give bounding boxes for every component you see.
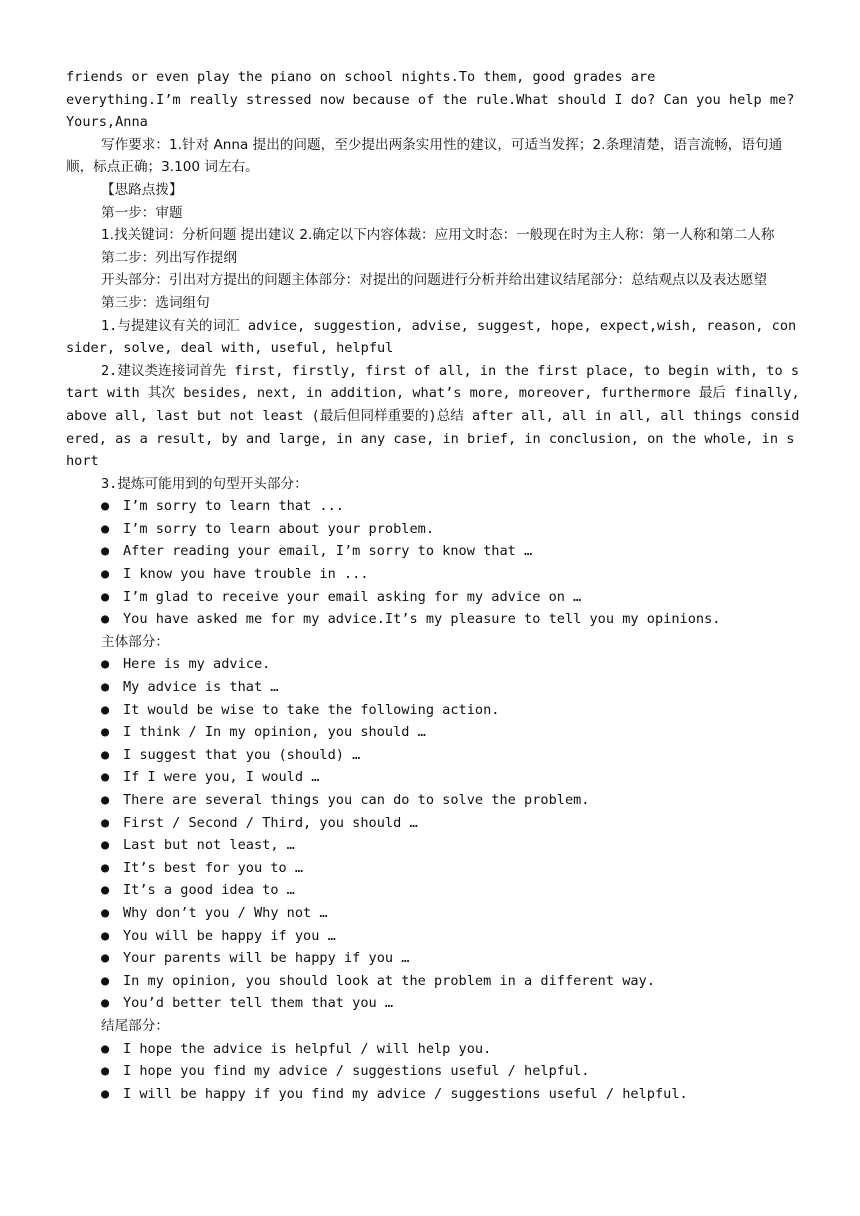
list-item: ● I hope you find my advice / suggestions useful / helpful. [66,1060,800,1083]
body-list [66,653,800,1015]
bullet-icon: ● [101,656,110,673]
bullet-icon: ● [101,498,110,515]
bullet-icon: ● [101,927,110,944]
bullet-icon: ● [101,611,110,628]
step3-vocab: 1.与提建议有关的词汇 advice, suggestion, advise, suggest, hope, expect,wish, reason, consider, solve, deal with, useful, helpful [66,317,797,357]
list-item: ● Your parents will be happy if you … [66,947,800,970]
list-item: ● First / Second / Third, you should … [66,812,800,835]
list-item: ● I think / In my opinion, you should … [66,721,800,744]
bullet-icon: ● [101,769,110,786]
bullet-icon: ● [101,520,110,537]
closing-list [66,1038,800,1106]
bullet-icon: ● [101,814,110,831]
list-item: ● After reading your email, I’m sorry to know that … [66,540,800,563]
list-item: ● I suggest that you (should) … [66,744,800,767]
list-item: ● It’s best for you to … [66,857,800,880]
bullet-icon: ● [101,972,110,989]
list-item: ● There are several things you can do to solve the problem. [66,789,800,812]
bullet-icon: ● [101,724,110,741]
list-item: ● Here is my advice. [66,653,800,676]
bullet-icon: ● [101,1085,110,1102]
letter-line-1: friends or even play the piano on school nights.To them, good grades are [66,69,656,85]
bullet-icon: ● [101,882,110,899]
list-item: ● I hope the advice is helpful / will help you. [66,1038,800,1061]
bullet-icon: ● [101,566,110,583]
bullet-icon: ● [101,995,110,1012]
tips-heading: 【思路点拨】 [101,181,183,198]
list-item: ● In my opinion, you should look at the problem in a different way. [66,970,800,993]
bullet-icon: ● [101,950,110,967]
list-item: ● You’d better tell them that you … [66,992,800,1015]
bullet-icon: ● [101,792,110,808]
bullet-icon: ● [101,588,110,605]
list-item: ● I’m glad to receive your email asking for my advice on … [66,586,800,609]
writing-requirements: 写作要求：1.针对 Anna 提出的问题，至少提出两条实用性的建议，可适当发挥；2.条理清楚，语言流畅，语句通顺，标点正确；3.100 词左右。 [66,136,783,176]
bullet-icon: ● [101,1040,110,1057]
opening-list [66,495,800,631]
bullet-icon: ● [101,701,110,718]
bullet-icon: ● [101,837,110,854]
list-item: ● I will be happy if you find my advice / suggestions useful / helpful. [66,1083,800,1106]
step3-connectives: 2.建议类连接词首先 first, firstly, first of all, in the first place, to begin with, to start with 其次 besides, next, in addition, what’s more, moreover, furthermore 最后 finally, above all, last but not least (最后但同样重要的)总结 after all, all in all, all things considered, as a result, by and large, in any case, in brief, in conclusion, on the whole, in short [66,362,800,470]
list-item: ● I’m sorry to learn that ... [66,495,800,518]
step1-title: 第一步：审题 [101,204,183,221]
closing-heading: 结尾部分： [101,1017,169,1034]
step2-title: 第二步：列出写作提纲 [101,249,237,266]
list-item: ● I know you have trouble in ... [66,563,800,586]
patterns-intro: 3.提炼可能用到的句型开头部分： [101,475,308,492]
list-item: ● You will be happy if you … [66,925,800,948]
list-item: ● You have asked me for my advice.It’s my pleasure to tell you my opinions. [66,608,800,631]
list-item: ● If I were you, I would … [66,766,800,789]
bullet-icon: ● [101,679,110,696]
letter-line-2: everything.I’m really stressed now because of the rule.What should I do? Can you help me? Yours,Anna [66,91,795,131]
body-heading: 主体部分： [101,633,169,650]
step1-body: 1.找关键词：分析问题 提出建议 2.确定以下内容体裁：应用文时态：一般现在时为主人称：第一人称和第二人称 [101,227,775,244]
list-item: ● It’s a good idea to … [66,879,800,902]
list-item: ● Last but not least, … [66,834,800,857]
bullet-icon: ● [101,859,110,876]
bullet-icon: ● [101,746,110,763]
list-item: ● Why don’t you / Why not … [66,902,800,925]
bullet-icon: ● [101,904,110,921]
list-item: ● I’m sorry to learn about your problem. [66,518,800,541]
list-item: ● It would be wise to take the following action. [66,699,800,722]
step2-body: 开头部分：引出对方提出的问题主体部分：对提出的问题进行分析并给出建议结尾部分：总结观点以及表达愿望 [101,272,768,289]
bullet-icon: ● [101,543,110,560]
step3-title: 第三步：选词组句 [101,294,210,311]
bullet-icon: ● [101,1063,110,1080]
list-item: ● My advice is that … [66,676,800,699]
